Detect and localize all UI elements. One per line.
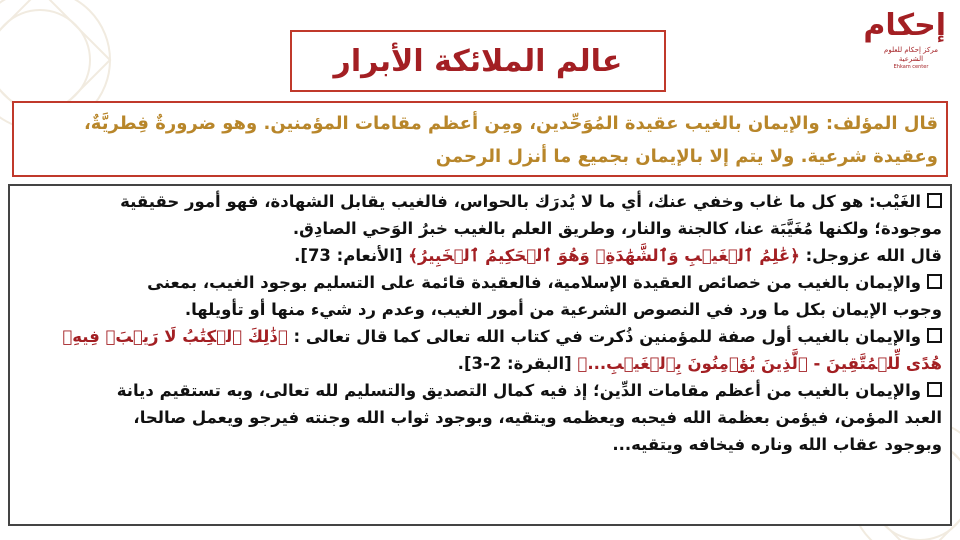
p3-line-2: وجوب الإيمان بكل ما ورد في النصوص الشرعية من أمور الغيب، وعدم رد شيء منها أو تأويلها. <box>184 300 942 319</box>
logo <box>863 6 946 76</box>
p3-line-1: والإيمان بالغيب من خصائص العقيدة الإسلامية، فالعقيدة قائمة على التسليم بوجود الغيب، بمعنى <box>147 273 921 292</box>
checkbox-bullet-icon <box>927 382 942 397</box>
checkbox-bullet-icon <box>927 193 942 208</box>
quran-verse-anam: ﴿عَٰلِمُ ٱلۡغَيۡبِ وَٱلشَّهَٰدَةِۚ وَهُوَ ٱلۡحَكِيمُ ٱلۡخَبِيرُ﴾ <box>408 246 800 265</box>
p5-line-1: والإيمان بالغيب من أعظم مقامات الدِّين؛ إذ فيه كمال التصديق والتسليم لله تعالى، وبه تستقيم ديانة <box>116 381 921 400</box>
logo-mark: إحكام <box>863 8 946 43</box>
paragraph-first-quality <box>18 323 942 377</box>
title-box <box>290 30 666 92</box>
checkbox-bullet-icon <box>927 274 942 289</box>
content-box <box>8 184 952 526</box>
page-title: عالم الملائكة الأبرار <box>333 43 623 79</box>
logo-tagline: Ehkam center <box>893 64 929 70</box>
logo-subtitle: مركز إحكام للعلوم الشرعية <box>884 46 938 63</box>
intro-line-2: وعقيدة شرعية. ولا يتم إلا بالإيمان بجميع ما أنزل الرحمن <box>435 146 938 167</box>
p2-intro: قال الله عزوجل: <box>805 246 942 265</box>
paragraph-ghayb-definition <box>18 188 942 242</box>
intro-line-1: قال المؤلف: والإيمان بالغيب عقيدة المُوَحِّدين، ومِن أعظم مقامات المؤمنين. وهو ضرورةٌ فِطريَّةٌ، <box>83 113 938 134</box>
p1-line-2: موجودة؛ ولكنها مُغَيَّبَة عنا، كالجنة والنار، وطريق العلم بالغيب خبرُ الوَحي الصادِق. <box>292 219 942 238</box>
paragraph-verse-anam <box>18 242 942 269</box>
checkbox-bullet-icon <box>927 328 942 343</box>
verse-reference-anam: [الأنعام: 73]. <box>294 246 403 265</box>
quran-verse-baqarah-part-2: هُدًى لِّلۡمُتَّقِينَ - ٱلَّذِينَ يُؤۡمِنُونَ بِٱلۡغَيۡبِ...﴾ <box>577 354 942 373</box>
paragraph-greatest-station <box>18 377 942 458</box>
p5-line-2: العبد المؤمن، فيؤمن بعظمة الله فيحبه ويعظمه ويتقيه، وبوجود ثواب الله وجنته فيرجو ويعمل صالحا، <box>133 408 942 427</box>
p1-line-1: الغَيْب: هو كل ما غاب وخفي عنك، أي ما لا يُدرَك بالحواس، فالغيب يقابل الشهادة، فهو أمور حقيقية <box>120 192 921 211</box>
verse-reference-baqarah: [البقرة: 2-3]. <box>457 354 572 373</box>
p5-line-3: وبوجود عقاب الله وناره فيخافه ويتقيه... <box>612 435 942 454</box>
p4-text: والإيمان بالغيب أول صفة للمؤمنين ذُكرت في كتاب الله تعالى كما قال تعالى : <box>293 327 921 346</box>
quran-verse-baqarah-part-1: ﴿ذَٰلِكَ ٱلۡكِتَٰبُ لَا رَيۡبَۛ فِيهِۛ <box>62 327 288 346</box>
paragraph-islamic-creed <box>18 269 942 323</box>
intro-box <box>12 101 948 177</box>
